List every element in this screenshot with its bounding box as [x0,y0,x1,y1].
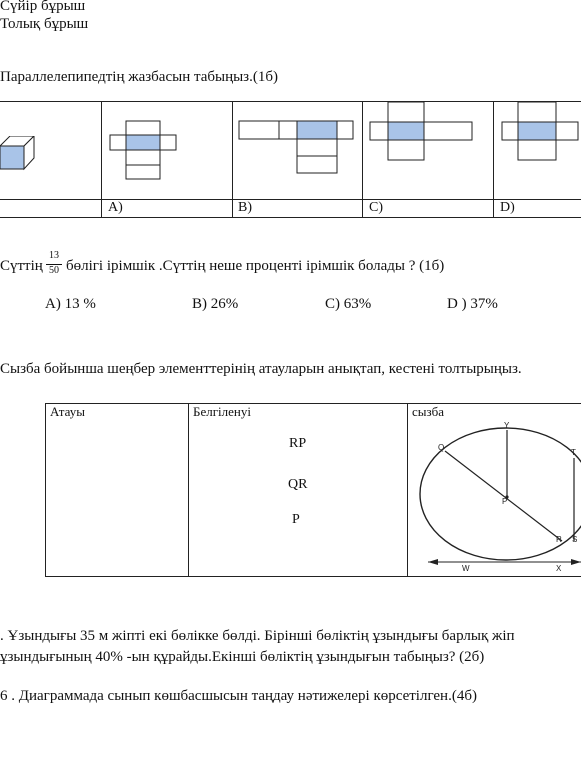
option-d-label: D) [500,200,515,215]
net-option-c[interactable] [368,100,478,164]
notation-rp: RP [289,436,307,451]
point-x: X [556,564,562,573]
fraction-denominator: 50 [46,264,62,276]
answer-b[interactable]: B) 26% [192,296,239,312]
question-milk-pre: Сүттің [0,258,43,274]
option-c-label: C) [369,200,383,215]
question-milk-post: бөлігі ірімшік .Сүттің неше проценті ірімшік болады ? (1б) [66,258,445,274]
point-t: T [571,448,576,457]
notation-p: P [292,512,300,527]
answer-c[interactable]: C) 63% [325,296,372,312]
point-s: S [572,535,578,544]
fraction-numerator: 13 [49,250,59,261]
point-w: W [462,564,470,573]
question-rope-line2: ұзындығының 40% -ын құрайды.Екінші бөліктің ұзындығын табыңыз? (2б) [0,649,485,665]
answer-d[interactable]: D ) 37% [447,296,498,312]
circle-diagram [408,418,581,576]
net-option-a[interactable] [108,119,180,183]
notation-qr: QR [288,477,308,492]
question-parallelepiped: Параллелепипедтің жазбасын табыңыз.(1б) [0,69,278,85]
question-rope-line1: . Ұзындығы 35 м жіпті екі бөлікке бөлді. Бірінші бөліктің ұзындығы барлық жіп [0,628,515,644]
fraction [46,250,62,276]
net-option-d[interactable] [500,100,581,164]
prev-option-acute-angle: Сүйір бұрыш [0,0,86,14]
option-a-label: A) [108,200,123,215]
header-name: Атауы [50,404,85,419]
question-diagram: 6 . Диаграммада сынып көшбасшысын таңдау нәтижелері көрсетілген.(4б) [0,688,477,704]
header-notation: Белгіленуі [193,404,251,419]
net-option-b[interactable] [237,119,357,177]
header-drawing: сызба [412,404,445,419]
point-y: Y [504,421,510,430]
answer-a[interactable]: A) 13 % [45,296,96,312]
question-circle: Сызба бойынша шеңбер элементтерінің атауларын анықтап, кестені толтырыңыз. [0,361,522,377]
point-q: Q [438,443,445,452]
point-r: R [556,535,562,544]
option-b-label: B) [238,200,252,215]
point-p: P [502,497,508,506]
prev-option-full-angle: Толық бұрыш [0,16,89,32]
parallelepiped-image [0,136,40,176]
